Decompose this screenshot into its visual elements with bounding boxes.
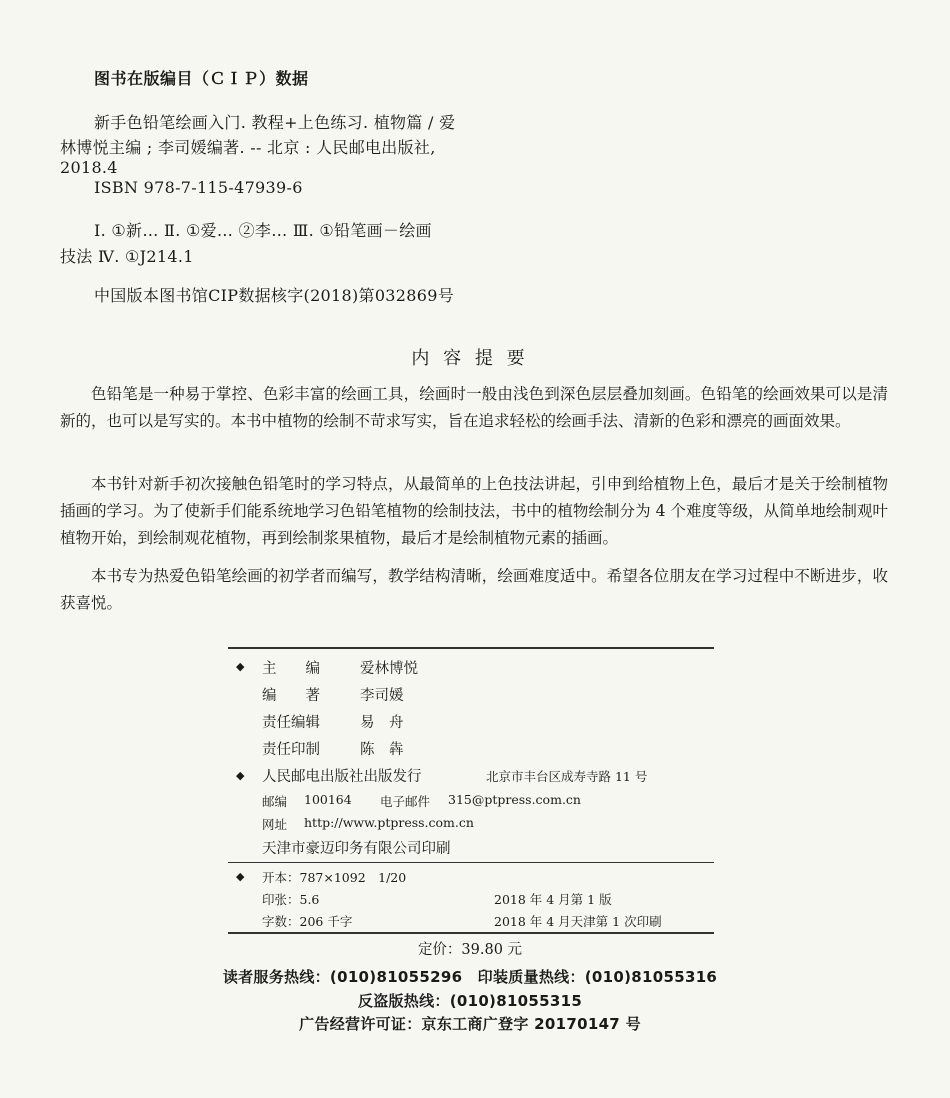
- cip-line: 技法 Ⅳ. ①J214.1: [60, 247, 194, 266]
- cip-title: 图书在版编目（ＣＩＰ）数据: [94, 69, 309, 88]
- publisher: 人民邮电出版社出版发行: [262, 769, 422, 785]
- bottom-rule: [228, 932, 714, 934]
- price: 定价：39.80 元: [417, 942, 523, 958]
- summary-paragraph: 本书针对新手初次接触色铅笔时的学习特点，从最简单的上色技法讲起，引申到给植物上色，最后才是关于绘制植物插画的学习。为了使新手们能系统地学习色铅笔植物的绘制技法，书中的植物绘制分为 4 个难度等级，从简单地绘制观叶植物开始，到绘制观花植物，再到绘制浆果植物，最后才是绘制植物元素的插画。: [60, 475, 888, 547]
- bullet-diamond-icon: ◆: [236, 870, 245, 883]
- responsible-editor: 易 舟: [360, 715, 404, 731]
- author: 李司媛: [360, 688, 404, 704]
- bullet-diamond-icon: ◆: [236, 660, 245, 673]
- summary-title: 内 容 提 要: [411, 348, 529, 369]
- email: 315@ptpress.com.cn: [448, 792, 581, 807]
- printing: 2018 年 4 月天津第 1 次印刷: [494, 914, 662, 929]
- bullet-diamond-icon: ◆: [236, 769, 245, 782]
- cip-line: 新手色铅笔绘画入门. 教程+上色练习. 植物篇 / 爱: [94, 113, 456, 132]
- email-label: 电子邮件: [380, 794, 431, 809]
- website-label: 网址: [262, 817, 288, 832]
- cip-isbn: ISBN 978-7-115-47939-6: [94, 178, 303, 197]
- chief-editor-label: 主 编: [262, 661, 320, 677]
- sheets: 印张：5.6: [262, 892, 320, 907]
- publisher-address: 北京市丰台区成寿寺路 11 号: [486, 769, 648, 784]
- top-rule: [228, 647, 714, 649]
- responsible-printing: 陈 犇: [360, 742, 404, 758]
- summary-paragraph: 本书专为热爱色铅笔绘画的初学者而编写，教学结构清晰，绘画难度适中。希望各位朋友在学习过程中不断进步，收获喜悦。: [60, 567, 888, 612]
- website: http://www.ptpress.com.cn: [304, 815, 474, 830]
- postcode: 100164: [304, 792, 352, 807]
- cip-line: Ⅰ. ①新… Ⅱ. ①爱… ②李… Ⅲ. ①铅笔画－绘画: [94, 221, 432, 240]
- chief-editor: 爱林博悦: [360, 661, 418, 677]
- word-count: 字数：206 千字: [262, 914, 353, 929]
- cip-record-number: 中国版本图书馆CIP数据核字(2018)第032869号: [94, 286, 455, 305]
- cip-line: 林博悦主编 ; 李司媛编著. -- 北京 : 人民邮电出版社,: [60, 138, 436, 157]
- cip-line: 2018.4: [60, 158, 118, 177]
- printer: 天津市豪迈印务有限公司印刷: [262, 841, 451, 857]
- anti-piracy-hotline: 反盗版热线：(010)81055315: [357, 992, 583, 1010]
- middle-rule: [228, 862, 714, 863]
- author-label: 编 著: [262, 688, 320, 704]
- service-hotlines: 读者服务热线：(010)81055296 印装质量热线：(010)81055316: [222, 968, 718, 986]
- format: 开本：787×1092 1/20: [262, 870, 407, 885]
- edition: 2018 年 4 月第 1 版: [494, 892, 612, 907]
- advertising-license: 广告经营许可证：京东工商广登字 20170147 号: [299, 1015, 641, 1033]
- summary-paragraph: 色铅笔是一种易于掌控、色彩丰富的绘画工具，绘画时一般由浅色到深色层层叠加刻画。色铅笔的绘画效果可以是清新的，也可以是写实的。本书中植物的绘制不苛求写实，旨在追求轻松的绘画手法、清新的色彩和漂亮的画面效果。: [60, 385, 888, 430]
- responsible-printing-label: 责任印制: [262, 742, 320, 758]
- postcode-label: 邮编: [262, 794, 288, 809]
- responsible-editor-label: 责任编辑: [262, 715, 320, 731]
